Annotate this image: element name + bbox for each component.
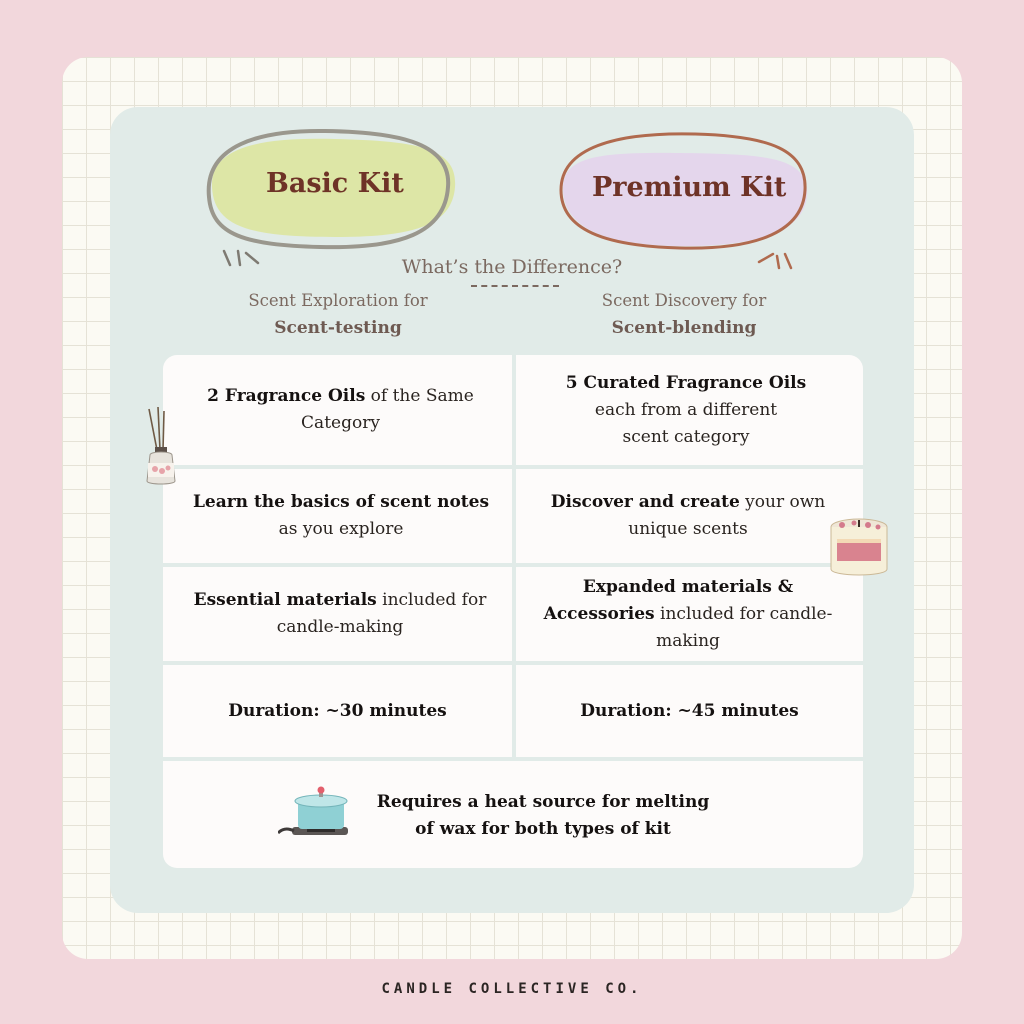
premium-duration: Duration: ~45 minutes xyxy=(580,700,799,721)
basic-subtitle-line2: Scent-testing xyxy=(274,318,402,338)
basic-learn-rest: as you explore xyxy=(278,519,404,539)
basic-materials-cell xyxy=(185,567,495,661)
premium-fragrance-rest: each from a different scent category xyxy=(594,399,778,447)
row-divider xyxy=(163,757,863,761)
heading-underline xyxy=(471,285,559,287)
heat-note-line2: of wax for both types of kit xyxy=(415,818,671,839)
heat-source-note xyxy=(343,773,743,858)
basic-materials-rest: included for candle-making xyxy=(276,590,487,637)
basic-duration-cell xyxy=(163,665,512,757)
basic-fragrance-bold: 2 Fragrance Oils xyxy=(207,386,366,406)
premium-materials-bold2: Accessories xyxy=(543,603,655,624)
basic-fragrance-cell xyxy=(183,355,498,465)
premium-discover-rest: your own unique scents xyxy=(628,492,826,539)
basic-fragrance-rest: of the Same Category xyxy=(301,386,474,433)
column-divider xyxy=(512,355,516,757)
heat-note-line1: Requires a heat source for melting xyxy=(376,791,710,812)
basic-kit-title: Basic Kit xyxy=(266,168,404,199)
premium-duration-cell xyxy=(516,665,863,757)
basic-duration: Duration: ~30 minutes xyxy=(228,700,447,721)
basic-kit-subtitle xyxy=(218,291,458,338)
premium-kit-subtitle xyxy=(564,291,804,338)
premium-materials-cell xyxy=(533,567,843,661)
basic-kit-badge xyxy=(200,125,470,275)
premium-subtitle-line1: Scent Discovery for xyxy=(601,291,767,310)
basic-learn-bold: Learn the basics of scent notes xyxy=(192,492,490,512)
difference-heading: What’s the Difference? xyxy=(401,256,623,278)
premium-discover-bold: Discover and create xyxy=(550,492,740,512)
candle-jar-icon xyxy=(828,515,890,581)
premium-fragrance-cell xyxy=(531,355,841,465)
comparison-table xyxy=(163,355,863,868)
premium-materials-rest: included for candle-making xyxy=(654,603,833,651)
premium-fragrance-bold: 5 Curated Fragrance Oils xyxy=(565,372,807,393)
premium-kit-title: Premium Kit xyxy=(592,172,787,203)
basic-materials-bold: Essential materials xyxy=(193,590,377,610)
premium-subtitle-line2: Scent-blending xyxy=(611,318,757,338)
basic-subtitle-line1: Scent Exploration for xyxy=(248,291,428,310)
brand-footer: CANDLE COLLECTIVE CO. xyxy=(381,981,643,997)
wax-melter-icon xyxy=(278,785,362,841)
premium-discover-cell xyxy=(538,469,838,563)
reed-diffuser-icon xyxy=(142,405,182,490)
basic-learn-cell xyxy=(181,469,501,563)
premium-materials-bold1: Expanded materials & xyxy=(582,576,794,597)
